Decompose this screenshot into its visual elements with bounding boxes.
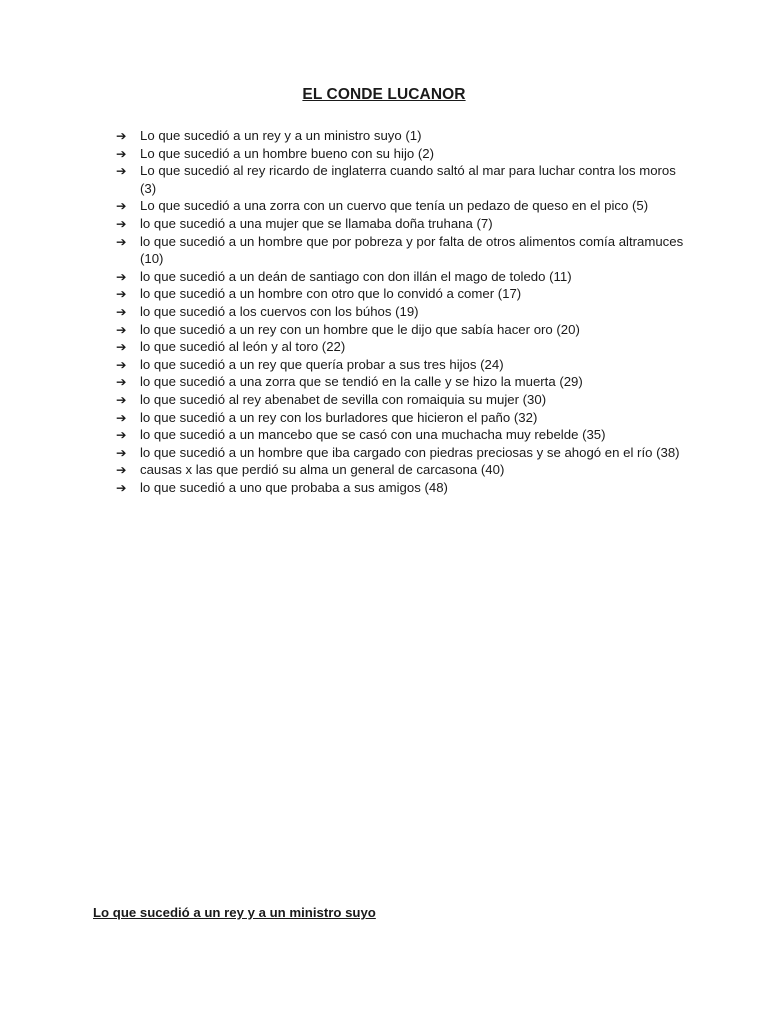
section-heading: Lo que sucedió a un rey y a un ministro suyo: [93, 905, 376, 920]
list-item-text: Lo que sucedió a un rey y a un ministro suyo (1): [140, 128, 422, 143]
list-item: [116, 233, 686, 268]
right-arrow-icon: ➔: [116, 163, 127, 179]
right-arrow-icon: ➔: [116, 374, 127, 390]
right-arrow-icon: ➔: [116, 268, 127, 284]
list-item: [116, 391, 686, 409]
list-item-text: Lo que sucedió al rey ricardo de inglaterra cuando saltó al mar para luchar contra los moros (3): [140, 163, 676, 196]
list-item: [116, 426, 686, 444]
list-item: [116, 479, 686, 497]
list-item: [116, 162, 686, 197]
list-item-text: lo que sucedió al rey abenabet de sevilla con romaiquia su mujer (30): [140, 391, 547, 407]
list-item-text: lo que sucedió a uno que probaba a sus amigos (48): [140, 479, 448, 495]
right-arrow-icon: ➔: [116, 427, 127, 443]
list-item: [116, 303, 686, 321]
right-arrow-icon: ➔: [116, 215, 127, 231]
right-arrow-icon: ➔: [116, 462, 127, 478]
right-arrow-icon: ➔: [116, 479, 127, 495]
list-item-text: lo que sucedió a un hombre que por pobreza y por falta de otros alimentos comía altramuces (10): [140, 233, 684, 267]
right-arrow-icon: ➔: [116, 409, 127, 425]
right-arrow-icon: ➔: [116, 356, 127, 372]
list-item-text: lo que sucedió a una mujer que se llamaba doña truhana (7): [140, 215, 493, 231]
list-item: [116, 373, 686, 391]
right-arrow-icon: ➔: [116, 444, 127, 460]
list-item-text: lo que sucedió a una zorra que se tendió en la calle y se hizo la muerta (29): [140, 374, 583, 390]
list-item: [116, 409, 686, 427]
right-arrow-icon: ➔: [116, 145, 127, 161]
list-item: [116, 321, 686, 339]
right-arrow-icon: ➔: [116, 339, 127, 355]
right-arrow-icon: ➔: [116, 303, 127, 319]
list-item-text: Lo que sucedió a una zorra con un cuervo que tenía un pedazo de queso en el pico (5): [140, 198, 649, 214]
document-title: EL CONDE LUCANOR: [302, 86, 466, 103]
list-item-text: lo que sucedió a un rey con un hombre que le dijo que sabía hacer oro (20): [140, 321, 580, 337]
list-item-text: lo que sucedió a un mancebo que se casó con una muchacha muy rebelde (35): [140, 427, 606, 443]
right-arrow-icon: ➔: [116, 286, 127, 302]
list-item-text: lo que sucedió a un deán de santiago con don illán el mago de toledo (11): [140, 268, 572, 284]
list-item-text: lo que sucedió a un rey con los burladores que hicieron el paño (32): [140, 409, 538, 425]
list-item: [116, 338, 686, 356]
list-item: [116, 444, 686, 462]
story-list: [116, 127, 686, 496]
list-item: [116, 268, 686, 286]
list-item-text: lo que sucedió a un hombre con otro que lo convidó a comer (17): [140, 286, 522, 302]
list-item: [116, 356, 686, 374]
right-arrow-icon: ➔: [116, 198, 127, 214]
list-item-text: causas x las que perdió su alma un general de carcasona (40): [140, 462, 505, 478]
list-item-text: lo que sucedió a los cuervos con los búhos (19): [140, 303, 419, 319]
list-item: [116, 215, 686, 233]
list-item-text: lo que sucedió a un hombre que iba cargado con piedras preciosas y se ahogó en el río (38): [140, 444, 680, 460]
list-item-text: Lo que sucedió a un hombre bueno con su hijo (2): [140, 145, 434, 161]
list-item: [116, 285, 686, 303]
list-item-text: lo que sucedió a un rey que quería probar a sus tres hijos (24): [140, 356, 504, 372]
list-item: [116, 197, 686, 215]
right-arrow-icon: ➔: [116, 128, 127, 143]
list-item: [116, 145, 686, 163]
right-arrow-icon: ➔: [116, 391, 127, 407]
right-arrow-icon: ➔: [116, 233, 127, 249]
list-item: [116, 127, 686, 145]
list-item-text: lo que sucedió al león y al toro (22): [140, 339, 346, 355]
list-item: [116, 461, 686, 479]
right-arrow-icon: ➔: [116, 321, 127, 337]
